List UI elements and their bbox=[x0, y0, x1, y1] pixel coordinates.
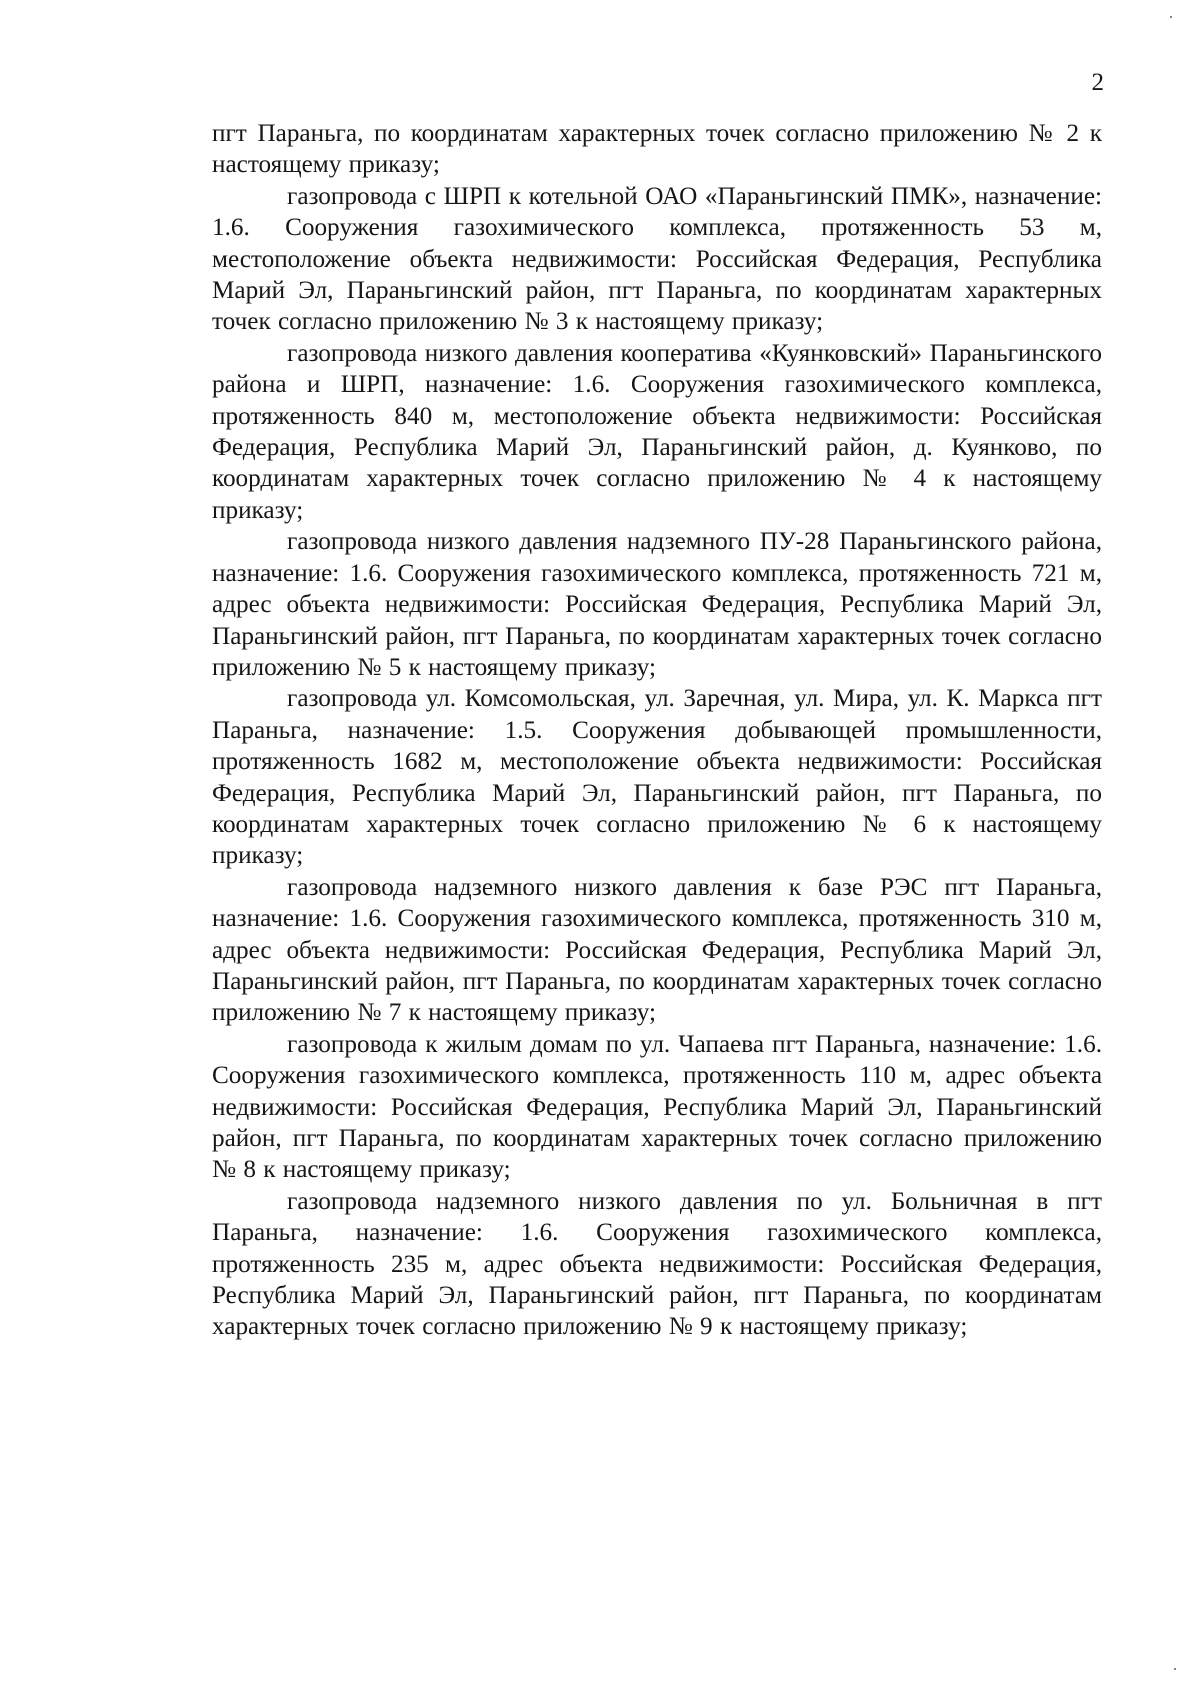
paragraph-continuation: пгт Параньга, по координатам характерных точек согласно приложению № 2 к настоящему приказу; bbox=[212, 120, 1102, 179]
scan-speck bbox=[1174, 1668, 1176, 1670]
document-body bbox=[212, 118, 1102, 1343]
paragraph-gas-pipeline-3: газопровода с ШРП к котельной ОАО «Параньгинский ПМК», назначение: 1.6. Сооружения газохимического комплекса, протяженность 53 м, местоположение объекта недвижимости: Российская Федерация, Республика Марий Эл, Параньгинский район, пгт Параньга, по координатам характерных точек согласно приложению № 3 к настоящему приказу; bbox=[212, 182, 1102, 336]
paragraph-gas-pipeline-4: газопровода низкого давления кооператива «Куянковский» Параньгинского района и ШРП, назначение: 1.6. Сооружения газохимического комплекса, протяженность 840 м, местоположение объекта недвижимости: Российская Федерация, Республика Марий Эл, Параньгинский район, д. Куянково, по координатам характерных точек согласно приложению № 4 к настоящему приказу; bbox=[212, 339, 1102, 524]
paragraph-gas-pipeline-5: газопровода низкого давления надземного ПУ-28 Параньгинского района, назначение: 1.6. Сооружения газохимического комплекса, протяженность 721 м, адрес объекта недвижимости: Российская Федерация, Республика Марий Эл, Параньгинский район, пгт Параньга, по координатам характерных точек согласно приложению № 5 к настоящему приказу; bbox=[212, 528, 1102, 681]
paragraph-gas-pipeline-9: газопровода надземного низкого давления по ул. Больничная в пгт Параньга, назначение: 1.6. Сооружения газохимического комплекса, протяженность 235 м, адрес объекта недвижимости: Российская Федерация, Республика Марий Эл, Параньгинский район, пгт Параньга, по координатам характерных точек согласно приложению № 9 к настоящему приказу; bbox=[212, 1187, 1102, 1341]
paragraph-gas-pipeline-8: газопровода к жилым домам по ул. Чапаева пгт Параньга, назначение: 1.6. Сооружения газохимического комплекса, протяженность 110 м, адрес объекта недвижимости: Российская Федерация, Республика Марий Эл, Параньгинский район, пгт Параньга, по координатам характерных точек согласно приложению № 8 к настоящему приказу; bbox=[212, 1030, 1102, 1184]
paragraph-gas-pipeline-7: газопровода надземного низкого давления к базе РЭС пгт Параньга, назначение: 1.6. Сооружения газохимического комплекса, протяженность 310 м, адрес объекта недвижимости: Российская Федерация, Республика Марий Эл, Параньгинский район, пгт Параньга, по координатам характерных точек согласно приложению № 7 к настоящему приказу; bbox=[212, 873, 1102, 1027]
paragraph-gas-pipeline-6: газопровода ул. Комсомольская, ул. Заречная, ул. Мира, ул. К. Маркса пгт Параньга, назначение: 1.5. Сооружения добывающей промышленности, протяженность 1682 м, местоположение объекта недвижимости: Российская Федерация, Республика Марий Эл, Параньгинский район, пгт Параньга, по координатам характерных точек согласно приложению № 6 к настоящему приказу; bbox=[212, 685, 1102, 870]
scan-speck bbox=[1170, 16, 1172, 18]
page-number: 2 bbox=[1091, 69, 1104, 96]
